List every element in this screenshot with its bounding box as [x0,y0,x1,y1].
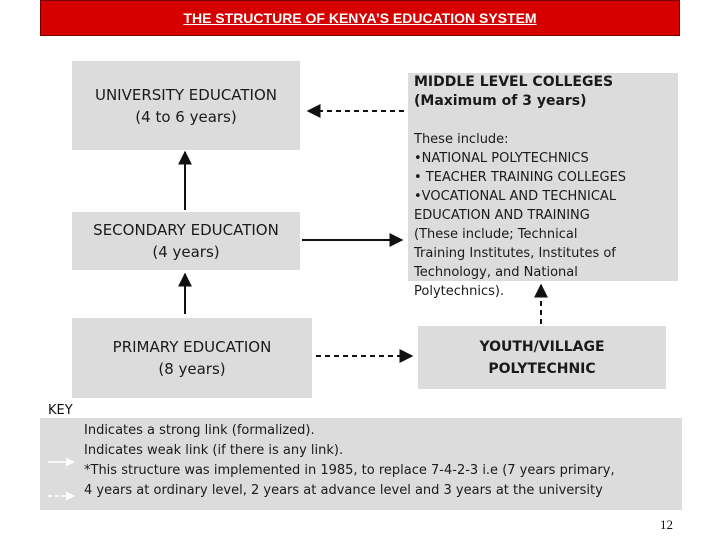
key-note-line1: *This structure was implemented in 1985, to replace 7-4-2-3 i.e (7 years primary, [84,463,615,478]
middle-level-line: Training Institutes, Institutes of [414,246,616,261]
middle-level-line: EDUCATION AND TRAINING [414,208,590,223]
university-label: UNIVERSITY EDUCATION [94,85,277,104]
primary-label: PRIMARY EDUCATION [112,338,272,356]
middle-level-line: These include: [414,132,509,147]
primary-duration: (8 years) [158,360,226,378]
key-note-line2: 4 years at ordinary level, 2 years at advance level and 3 years at the university [84,483,603,498]
middle-level-line: (These include; Technical [414,227,578,242]
key-strong-text: Indicates a strong link (formalized). [84,423,315,438]
youth-label-line2: POLYTECHNIC [488,360,596,377]
page-title: THE STRUCTURE OF KENYA’S EDUCATION SYSTEM [183,10,537,26]
youth-label-line1: YOUTH/VILLAGE [479,338,605,355]
key-weak-text: Indicates weak link (if there is any link). [84,443,344,458]
key-label: KEY [48,403,73,418]
university-duration: (4 to 6 years) [135,107,237,126]
middle-level-title-line2: (Maximum of 3 years) [414,93,587,109]
middle-level-line: •NATIONAL POLYTECHNICS [414,151,589,166]
middle-level-line: • TEACHER TRAINING COLLEGES [414,170,627,185]
middle-level-title-line1: MIDDLE LEVEL COLLEGES [414,74,614,90]
secondary-label: SECONDARY EDUCATION [93,221,279,239]
middle-level-line: •VOCATIONAL AND TECHNICAL [414,189,617,204]
middle-level-line: Technology, and National Polytechnics). [414,265,578,299]
secondary-duration: (4 years) [152,243,220,261]
page-number: 12 [660,517,673,532]
